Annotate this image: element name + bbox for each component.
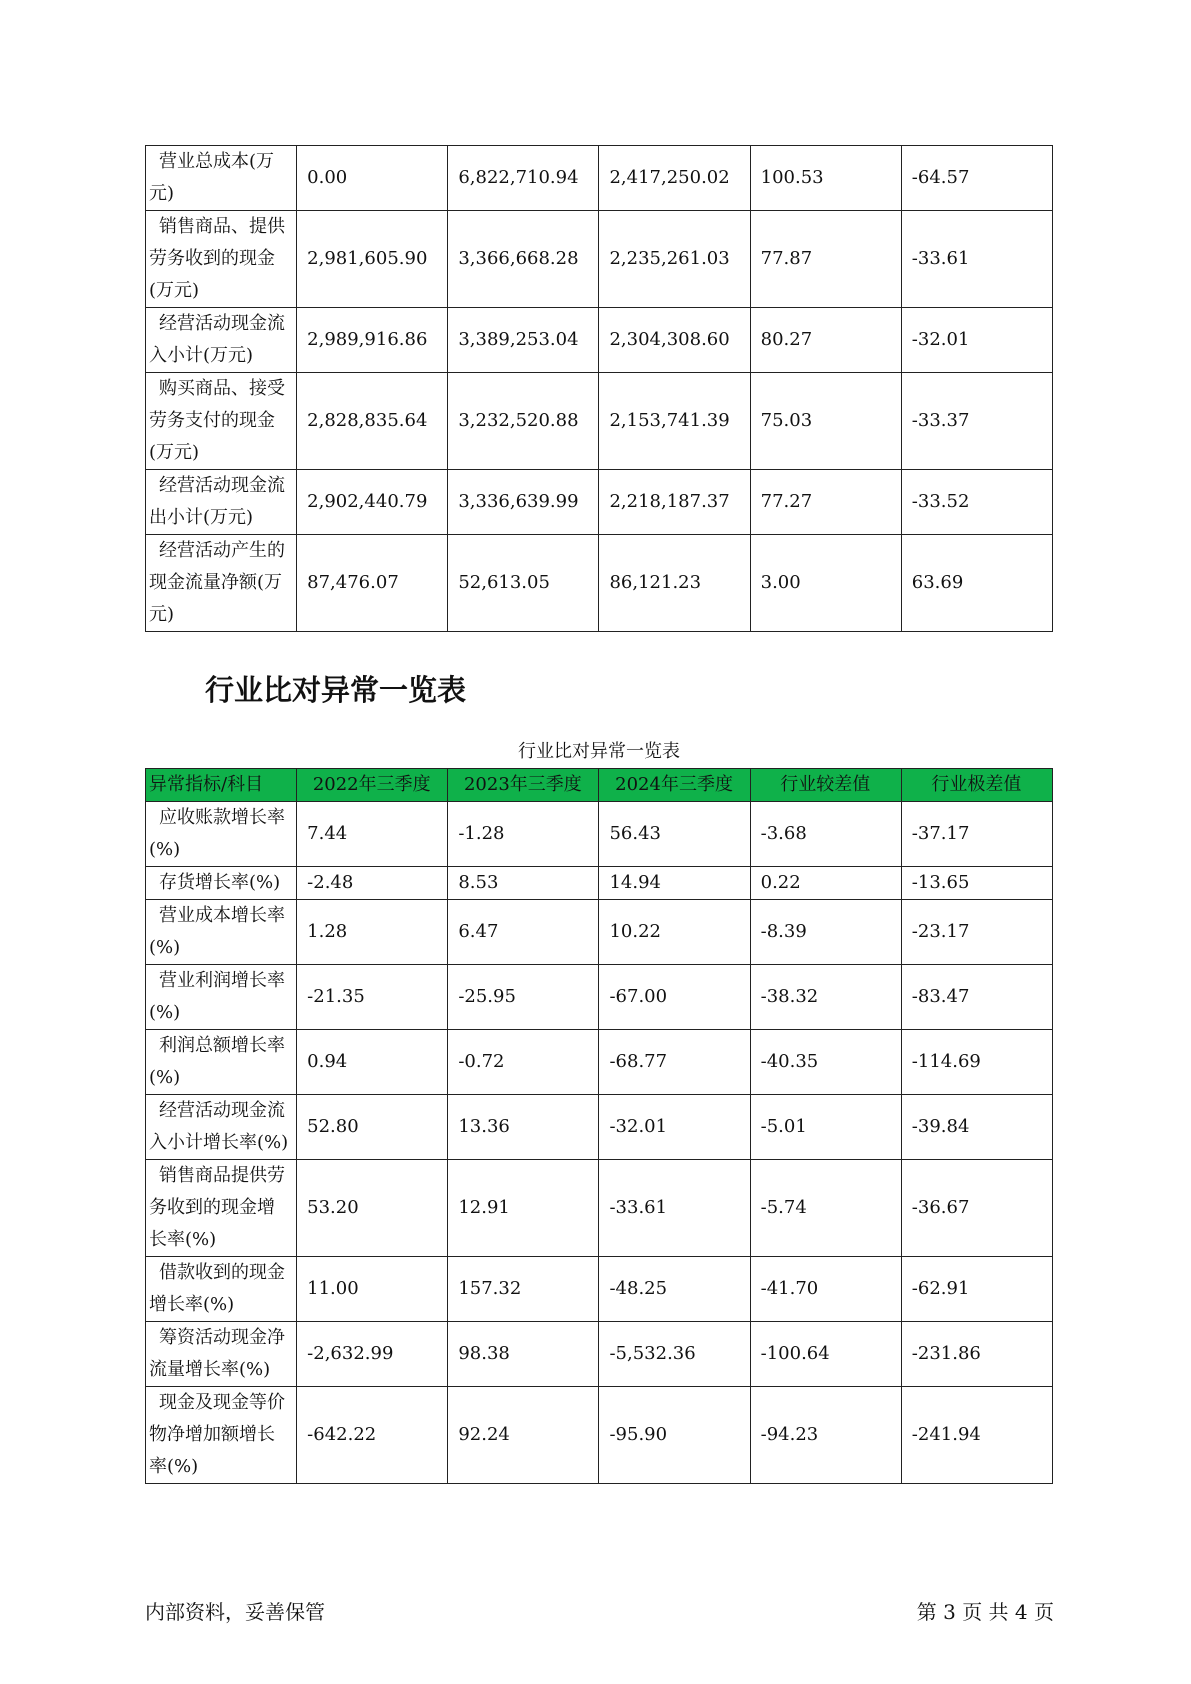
row-value: -33.37 bbox=[901, 373, 1052, 470]
table-row bbox=[146, 211, 1053, 308]
row-value: -5.01 bbox=[750, 1095, 901, 1160]
table-row bbox=[146, 535, 1053, 632]
header-2022q3: 2022年三季度 bbox=[297, 769, 448, 802]
row-value: -83.47 bbox=[901, 965, 1052, 1030]
row-value: 92.24 bbox=[448, 1387, 599, 1484]
table-row bbox=[146, 1257, 1053, 1322]
row-value: 52.80 bbox=[297, 1095, 448, 1160]
row-value: 13.36 bbox=[448, 1095, 599, 1160]
header-industry-worst: 行业极差值 bbox=[901, 769, 1052, 802]
table-row bbox=[146, 1322, 1053, 1387]
row-value: -13.65 bbox=[901, 867, 1052, 900]
cash-flow-table bbox=[145, 145, 1053, 632]
footer-confidential: 内部资料，妥善保管 bbox=[145, 1600, 325, 1624]
row-label: 存货增长率(%) bbox=[146, 867, 297, 900]
row-value: -21.35 bbox=[297, 965, 448, 1030]
row-value: -5,532.36 bbox=[599, 1322, 750, 1387]
row-value: -62.91 bbox=[901, 1257, 1052, 1322]
row-value: -100.64 bbox=[750, 1322, 901, 1387]
row-value: 86,121.23 bbox=[599, 535, 750, 632]
section-title: 行业比对异常一览表 bbox=[205, 673, 467, 707]
row-value: -241.94 bbox=[901, 1387, 1052, 1484]
row-value: 14.94 bbox=[599, 867, 750, 900]
row-label: 筹资活动现金净流量增长率(%) bbox=[146, 1322, 297, 1387]
row-value: -33.61 bbox=[599, 1160, 750, 1257]
row-value: -67.00 bbox=[599, 965, 750, 1030]
row-value: 3,232,520.88 bbox=[448, 373, 599, 470]
row-value: 2,417,250.02 bbox=[599, 146, 750, 211]
row-value: 2,235,261.03 bbox=[599, 211, 750, 308]
row-value: 11.00 bbox=[297, 1257, 448, 1322]
header-2023q3: 2023年三季度 bbox=[448, 769, 599, 802]
row-value: 80.27 bbox=[750, 308, 901, 373]
row-label: 经营活动现金流入小计(万元) bbox=[146, 308, 297, 373]
row-value: -8.39 bbox=[750, 900, 901, 965]
row-value: 7.44 bbox=[297, 802, 448, 867]
row-label: 现金及现金等价物净增加额增长率(%) bbox=[146, 1387, 297, 1484]
header-2024q3: 2024年三季度 bbox=[599, 769, 750, 802]
row-value: -3.68 bbox=[750, 802, 901, 867]
table-row bbox=[146, 900, 1053, 965]
row-value: 2,828,835.64 bbox=[297, 373, 448, 470]
row-value: -40.35 bbox=[750, 1030, 901, 1095]
row-value: -38.32 bbox=[750, 965, 901, 1030]
row-value: -68.77 bbox=[599, 1030, 750, 1095]
row-value: 0.00 bbox=[297, 146, 448, 211]
row-value: 87,476.07 bbox=[297, 535, 448, 632]
row-value: 53.20 bbox=[297, 1160, 448, 1257]
row-value: 2,304,308.60 bbox=[599, 308, 750, 373]
row-value: -64.57 bbox=[901, 146, 1052, 211]
row-value: 1.28 bbox=[297, 900, 448, 965]
table-row bbox=[146, 1387, 1053, 1484]
row-value: 3,336,639.99 bbox=[448, 470, 599, 535]
row-label: 销售商品提供劳务收到的现金增长率(%) bbox=[146, 1160, 297, 1257]
row-label: 经营活动现金流入小计增长率(%) bbox=[146, 1095, 297, 1160]
row-value: 77.87 bbox=[750, 211, 901, 308]
table-row bbox=[146, 470, 1053, 535]
row-label: 营业成本增长率(%) bbox=[146, 900, 297, 965]
row-value: -114.69 bbox=[901, 1030, 1052, 1095]
row-value: 6,822,710.94 bbox=[448, 146, 599, 211]
row-value: 0.94 bbox=[297, 1030, 448, 1095]
row-label: 购买商品、接受劳务支付的现金(万元) bbox=[146, 373, 297, 470]
row-value: -32.01 bbox=[599, 1095, 750, 1160]
row-value: 52,613.05 bbox=[448, 535, 599, 632]
row-label: 销售商品、提供劳务收到的现金(万元) bbox=[146, 211, 297, 308]
row-label: 营业利润增长率(%) bbox=[146, 965, 297, 1030]
footer-page-number: 第 3 页 共 4 页 bbox=[916, 1600, 1054, 1624]
row-value: 2,218,187.37 bbox=[599, 470, 750, 535]
row-value: -37.17 bbox=[901, 802, 1052, 867]
table-row bbox=[146, 308, 1053, 373]
row-label: 营业总成本(万元) bbox=[146, 146, 297, 211]
table-row bbox=[146, 373, 1053, 470]
row-value: 100.53 bbox=[750, 146, 901, 211]
row-value: 12.91 bbox=[448, 1160, 599, 1257]
row-value: -32.01 bbox=[901, 308, 1052, 373]
row-value: -642.22 bbox=[297, 1387, 448, 1484]
table-header-row bbox=[146, 769, 1053, 802]
row-label: 借款收到的现金增长率(%) bbox=[146, 1257, 297, 1322]
row-value: 6.47 bbox=[448, 900, 599, 965]
row-value: -231.86 bbox=[901, 1322, 1052, 1387]
row-value: 77.27 bbox=[750, 470, 901, 535]
row-value: -95.90 bbox=[599, 1387, 750, 1484]
row-value: -39.84 bbox=[901, 1095, 1052, 1160]
row-value: 3.00 bbox=[750, 535, 901, 632]
table-row bbox=[146, 1030, 1053, 1095]
row-value: 98.38 bbox=[448, 1322, 599, 1387]
row-label: 经营活动现金流出小计(万元) bbox=[146, 470, 297, 535]
row-value: 2,989,916.86 bbox=[297, 308, 448, 373]
row-value: 2,902,440.79 bbox=[297, 470, 448, 535]
row-value: -23.17 bbox=[901, 900, 1052, 965]
row-value: 2,153,741.39 bbox=[599, 373, 750, 470]
row-value: 63.69 bbox=[901, 535, 1052, 632]
row-value: -33.61 bbox=[901, 211, 1052, 308]
row-value: 8.53 bbox=[448, 867, 599, 900]
row-label: 应收账款增长率(%) bbox=[146, 802, 297, 867]
table-row bbox=[146, 965, 1053, 1030]
row-value: -5.74 bbox=[750, 1160, 901, 1257]
row-value: 75.03 bbox=[750, 373, 901, 470]
header-indicator: 异常指标/科目 bbox=[146, 769, 297, 802]
row-label: 利润总额增长率(%) bbox=[146, 1030, 297, 1095]
row-value: 3,389,253.04 bbox=[448, 308, 599, 373]
row-value: -1.28 bbox=[448, 802, 599, 867]
table-row bbox=[146, 146, 1053, 211]
industry-comparison-table bbox=[145, 768, 1053, 1484]
row-value: -94.23 bbox=[750, 1387, 901, 1484]
row-value: 56.43 bbox=[599, 802, 750, 867]
table-row bbox=[146, 1160, 1053, 1257]
row-value: 2,981,605.90 bbox=[297, 211, 448, 308]
row-value: -2,632.99 bbox=[297, 1322, 448, 1387]
row-value: -0.72 bbox=[448, 1030, 599, 1095]
table-row bbox=[146, 1095, 1053, 1160]
header-industry-poor: 行业较差值 bbox=[750, 769, 901, 802]
table-row bbox=[146, 802, 1053, 867]
row-value: 157.32 bbox=[448, 1257, 599, 1322]
row-value: 0.22 bbox=[750, 867, 901, 900]
row-value: -25.95 bbox=[448, 965, 599, 1030]
row-label: 经营活动产生的现金流量净额(万元) bbox=[146, 535, 297, 632]
row-value: -48.25 bbox=[599, 1257, 750, 1322]
row-value: -41.70 bbox=[750, 1257, 901, 1322]
table-caption: 行业比对异常一览表 bbox=[518, 741, 680, 762]
row-value: -33.52 bbox=[901, 470, 1052, 535]
row-value: -2.48 bbox=[297, 867, 448, 900]
row-value: -36.67 bbox=[901, 1160, 1052, 1257]
table-row bbox=[146, 867, 1053, 900]
row-value: 3,366,668.28 bbox=[448, 211, 599, 308]
row-value: 10.22 bbox=[599, 900, 750, 965]
